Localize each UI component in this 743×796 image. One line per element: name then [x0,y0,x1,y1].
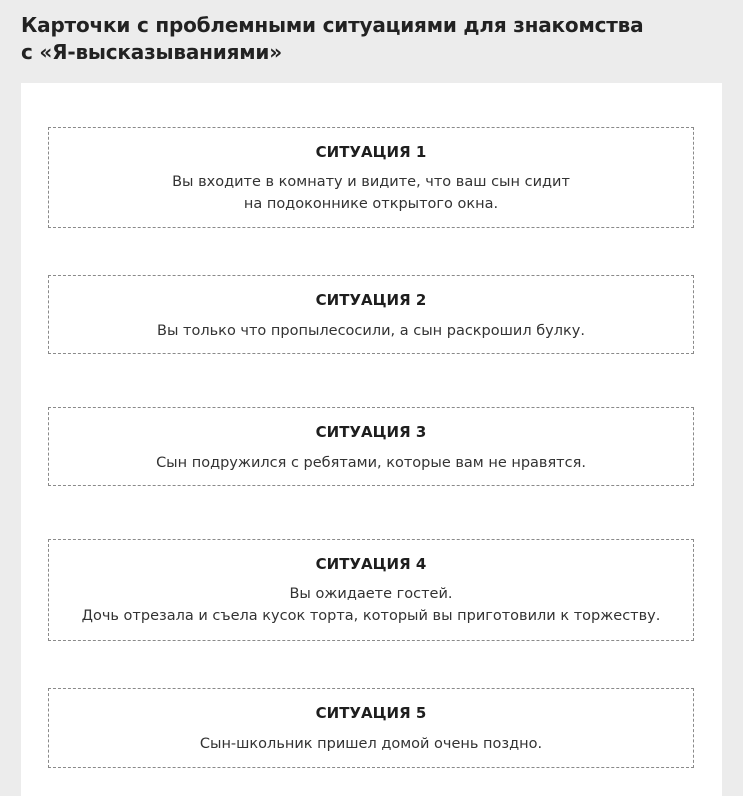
situation-card-4 [48,539,694,641]
card-title: СИТУАЦИЯ 3 [315,423,427,441]
card-text [49,733,693,755]
card-text-line: Дочь отрезала и съела кусок торта, который вы приготовили к торжеству. [81,608,661,624]
cards-panel [21,83,722,796]
card-title: СИТУАЦИЯ 4 [315,555,427,573]
card-text [49,171,693,215]
page-title-line-1: Карточки с проблемными ситуациями для знакомства [21,13,644,37]
card-text-line: Вы ожидаете гостей. [289,586,453,602]
card-text [49,452,693,474]
card-text [49,583,693,627]
situation-card-3 [48,407,694,486]
card-title: СИТУАЦИЯ 1 [315,143,427,161]
card-text-line: Сын подружился с ребятами, которые вам не нравятся. [156,455,586,471]
card-title: СИТУАЦИЯ 5 [315,704,427,722]
situation-card-1 [48,127,694,228]
situation-card-2 [48,275,694,354]
situation-card-5 [48,688,694,768]
card-text-line: на подоконнике открытого окна. [243,196,499,212]
card-text-line: Вы только что пропылесосили, а сын раскрошил булку. [157,323,585,339]
card-text-line: Сын-школьник пришел домой очень поздно. [199,736,543,752]
page-title-line-2: с «Я-высказываниями» [21,40,282,64]
card-text [49,320,693,342]
page-title [21,12,721,66]
card-text-line: Вы входите в комнату и видите, что ваш сын сидит [172,174,570,190]
card-title: СИТУАЦИЯ 2 [315,291,427,309]
